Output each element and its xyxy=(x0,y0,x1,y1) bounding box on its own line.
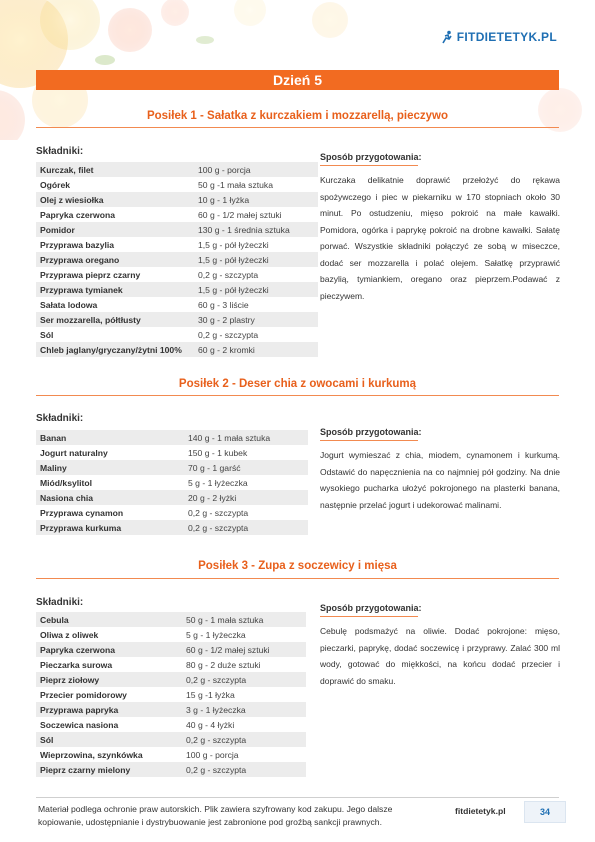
meal-3-prep-divider xyxy=(320,616,418,617)
meal-2-prep-title: Sposób przygotowania: xyxy=(320,427,422,437)
ingredient-row xyxy=(36,267,318,282)
meal-2-ingredients-heading: Składniki: xyxy=(36,413,84,424)
ingredient-name: Pieprz czarny mielony xyxy=(36,762,182,777)
ingredient-name: Przecier pomidorowy xyxy=(40,689,127,700)
ingredient-name: Papryka czerwona xyxy=(40,209,115,220)
ingredient-name: Maliny xyxy=(36,460,184,475)
ingredient-row xyxy=(36,237,318,252)
ingredient-row xyxy=(36,327,318,342)
ingredient-quantity: 20 g - 2 łyżki xyxy=(184,490,308,505)
ingredient-row xyxy=(36,282,318,297)
ingredient-name: Przyprawa oregano xyxy=(36,252,194,267)
meal-1-divider xyxy=(36,127,559,128)
ingredient-quantity: 60 g - 2 kromki xyxy=(194,342,318,357)
ingredient-row xyxy=(36,475,308,490)
ingredient-row xyxy=(36,312,318,327)
ingredient-name: Pieczarka surowa xyxy=(40,659,113,670)
ingredient-quantity: 100 g - porcja xyxy=(194,162,318,177)
ingredient-name: Ser mozzarella, półtłusty xyxy=(36,312,194,327)
ingredient-row xyxy=(36,657,306,672)
ingredient-quantity: 140 g - 1 mała sztuka xyxy=(184,430,308,445)
ingredient-row xyxy=(36,207,318,222)
ingredient-quantity: 1,5 g - pół łyżeczki xyxy=(194,282,318,297)
meal-3-preparation xyxy=(320,603,560,689)
ingredient-row xyxy=(36,490,308,505)
ingredient-quantity: 50 g -1 mała sztuka xyxy=(198,179,273,190)
ingredient-quantity: 1,5 g - pół łyżeczki xyxy=(198,239,269,250)
footer-site-link[interactable]: fitdietetyk.pl xyxy=(455,806,506,816)
ingredient-quantity: 1,5 g - pół łyżeczki xyxy=(194,252,318,267)
meal-3-ingredients-heading: Składniki: xyxy=(36,597,84,608)
ingredient-row xyxy=(36,642,306,657)
ingredient-name: Banan xyxy=(36,430,184,445)
ingredient-row xyxy=(36,445,308,460)
ingredient-name: Sól xyxy=(40,329,54,340)
ingredient-quantity: 0,2 g - szczypta xyxy=(182,732,306,747)
ingredient-name: Przyprawa tymianek xyxy=(36,282,194,297)
ingredient-name: Sałata lodowa xyxy=(40,299,98,310)
ingredient-name: Przyprawa cynamon xyxy=(40,507,124,518)
ingredient-quantity: 60 g - 3 liście xyxy=(198,299,249,310)
meal-1-prep-text: Kurczaka delikatnie doprawić przełożyć do rękawa spożywczego i piec w piekarniku w 170 stopniach około 30 minut. Po ostudzeniu, mięso pokroić na małe kawałki. Pomidora, ogórka i paprykę pokroić na drobne kawałki. Sałatę porwać. Wszystkie składniki połączyć ze sobą w miseczce, dodać ser mozzarella i polać olejem. Sałatkę przyprawić bazylią, tymiankiem, oregano oraz pieprzem.Podawać z pieczywem. xyxy=(320,175,560,301)
ingredient-quantity: 60 g - 1/2 małej sztuki xyxy=(182,642,306,657)
logo-fit-text: FIT xyxy=(456,30,476,44)
meal-1-prep-divider xyxy=(320,165,418,166)
ingredient-row xyxy=(36,627,306,642)
logo-rest-text: DIETETYK.PL xyxy=(475,30,557,44)
meal-3-prep-title: Sposób przygotowania: xyxy=(320,603,422,613)
ingredient-name: Przyprawa bazylia xyxy=(40,239,115,250)
meal-1-ingredients-heading: Składniki: xyxy=(36,146,84,157)
ingredient-quantity: 150 g - 1 kubek xyxy=(188,447,248,458)
ingredient-row xyxy=(36,672,306,687)
ingredient-quantity: 100 g - porcja xyxy=(186,749,239,760)
ingredient-row xyxy=(36,717,306,732)
ingredient-quantity: 0,2 g - szczypta xyxy=(188,507,249,518)
ingredient-quantity: 130 g - 1 średnia sztuka xyxy=(194,222,318,237)
ingredient-name: Oliwa z oliwek xyxy=(40,629,99,640)
ingredient-row xyxy=(36,520,308,535)
ingredient-row xyxy=(36,177,318,192)
ingredient-quantity: 0,2 g - szczypta xyxy=(184,520,308,535)
ingredient-name: Kurczak, filet xyxy=(36,162,194,177)
ingredient-name: Miód/ksylitol xyxy=(40,477,93,488)
ingredient-name: Pomidor xyxy=(36,222,194,237)
ingredient-quantity: 30 g - 2 plastry xyxy=(194,312,318,327)
ingredient-row xyxy=(36,222,318,237)
ingredient-quantity: 40 g - 4 łyżki xyxy=(186,719,235,730)
meal-1-title: Posiłek 1 - Sałatka z kurczakiem i mozzarellą, pieczywo xyxy=(146,110,449,122)
ingredient-quantity: 50 g - 1 mała sztuka xyxy=(182,612,306,627)
ingredient-row xyxy=(36,702,306,717)
meal-3-ingredients-table xyxy=(36,612,306,777)
page-number: 34 xyxy=(524,801,566,823)
ingredient-quantity: 60 g - 1/2 małej sztuki xyxy=(198,209,282,220)
ingredient-name: Jogurt naturalny xyxy=(40,447,108,458)
meal-2-prep-text: Jogurt wymieszać z chia, miodem, cynamonem i kurkumą. Odstawić do napęcznienia na co najmniej pół godziny. Na dnie wysokiego pucharka ułożyć pokrojonego na plasterki banana, następnie przelać jogurt i udekorować malinami. xyxy=(320,450,560,510)
footer-divider xyxy=(36,797,559,798)
meal-3-title: Posiłek 3 - Zupa z soczewicy i mięsa xyxy=(198,560,397,572)
ingredient-row xyxy=(36,762,306,777)
ingredient-quantity: 10 g - 1 łyżka xyxy=(194,192,318,207)
ingredient-name: Chleb jaglany/gryczany/żytni 100% xyxy=(36,342,194,357)
meal-2-prep-divider xyxy=(320,440,418,441)
ingredient-row xyxy=(36,460,308,475)
ingredient-quantity: 5 g - 1 łyżeczka xyxy=(188,477,248,488)
ingredient-row xyxy=(36,342,318,357)
ingredient-name: Olej z wiesiołka xyxy=(36,192,194,207)
ingredient-row xyxy=(36,747,306,762)
ingredient-row xyxy=(36,430,308,445)
ingredient-row xyxy=(36,505,308,520)
meal-2-preparation xyxy=(320,427,560,513)
day-title: Dzień 5 xyxy=(36,70,559,90)
ingredient-name: Przyprawa kurkuma xyxy=(36,520,184,535)
copyright-note: Materiał podlega ochronie praw autorskich. Plik zawiera szyfrowany kod zakupu. Jego dalsze kopiowanie, udostępnianie i dystrybuowanie jest zabronione pod groźbą sankcji prawnych. xyxy=(38,804,393,827)
ingredient-quantity: 0,2 g - szczypta xyxy=(198,269,259,280)
ingredient-name: Wieprzowina, szynkówka xyxy=(40,749,143,760)
ingredient-quantity: 5 g - 1 łyżeczka xyxy=(186,629,246,640)
ingredient-quantity: 0,2 g - szczypta xyxy=(182,672,306,687)
ingredient-name: Papryka czerwona xyxy=(36,642,182,657)
ingredient-row xyxy=(36,297,318,312)
ingredient-quantity: 0,2 g - szczypta xyxy=(182,762,306,777)
meal-1-ingredients-table xyxy=(36,162,318,357)
ingredient-name: Ogórek xyxy=(40,179,71,190)
ingredient-quantity: 0,2 g - szczypta xyxy=(198,329,259,340)
ingredient-row xyxy=(36,732,306,747)
ingredient-row xyxy=(36,612,306,627)
runner-icon xyxy=(440,30,454,44)
ingredient-row xyxy=(36,162,318,177)
ingredient-quantity: 80 g - 2 duże sztuki xyxy=(186,659,261,670)
meal-1-prep-title: Sposób przygotowania: xyxy=(320,152,422,162)
ingredient-quantity: 3 g - 1 łyżeczka xyxy=(182,702,306,717)
meal-3-divider xyxy=(36,578,559,579)
meal-2-ingredients-table xyxy=(36,430,308,535)
ingredient-name: Cebula xyxy=(36,612,182,627)
ingredient-quantity: 70 g - 1 garść xyxy=(184,460,308,475)
ingredient-name: Nasiona chia xyxy=(36,490,184,505)
ingredient-name: Pieprz ziołowy xyxy=(36,672,182,687)
ingredient-row xyxy=(36,192,318,207)
meal-2-title: Posiłek 2 - Deser chia z owocami i kurkumą xyxy=(178,378,417,390)
ingredient-name: Sól xyxy=(36,732,182,747)
ingredient-name: Przyprawa papryka xyxy=(36,702,182,717)
meal-1-preparation xyxy=(320,152,560,304)
meal-2-divider xyxy=(36,395,559,396)
ingredient-row xyxy=(36,687,306,702)
meal-3-prep-text: Cebulę podsmażyć na oliwie. Dodać pokrojone: mięso, pieczarki, paprykę, dodać soczewicę i przyprawy. Zalać 300 ml wody, gotować do miękkości, na końcu dodać przecier i doprawić do smaku. xyxy=(320,626,560,686)
ingredient-name: Przyprawa pieprz czarny xyxy=(40,269,141,280)
ingredient-row xyxy=(36,252,318,267)
brand-logo xyxy=(440,30,557,44)
ingredient-name: Soczewica nasiona xyxy=(40,719,119,730)
ingredient-quantity: 15 g -1 łyżka xyxy=(186,689,235,700)
